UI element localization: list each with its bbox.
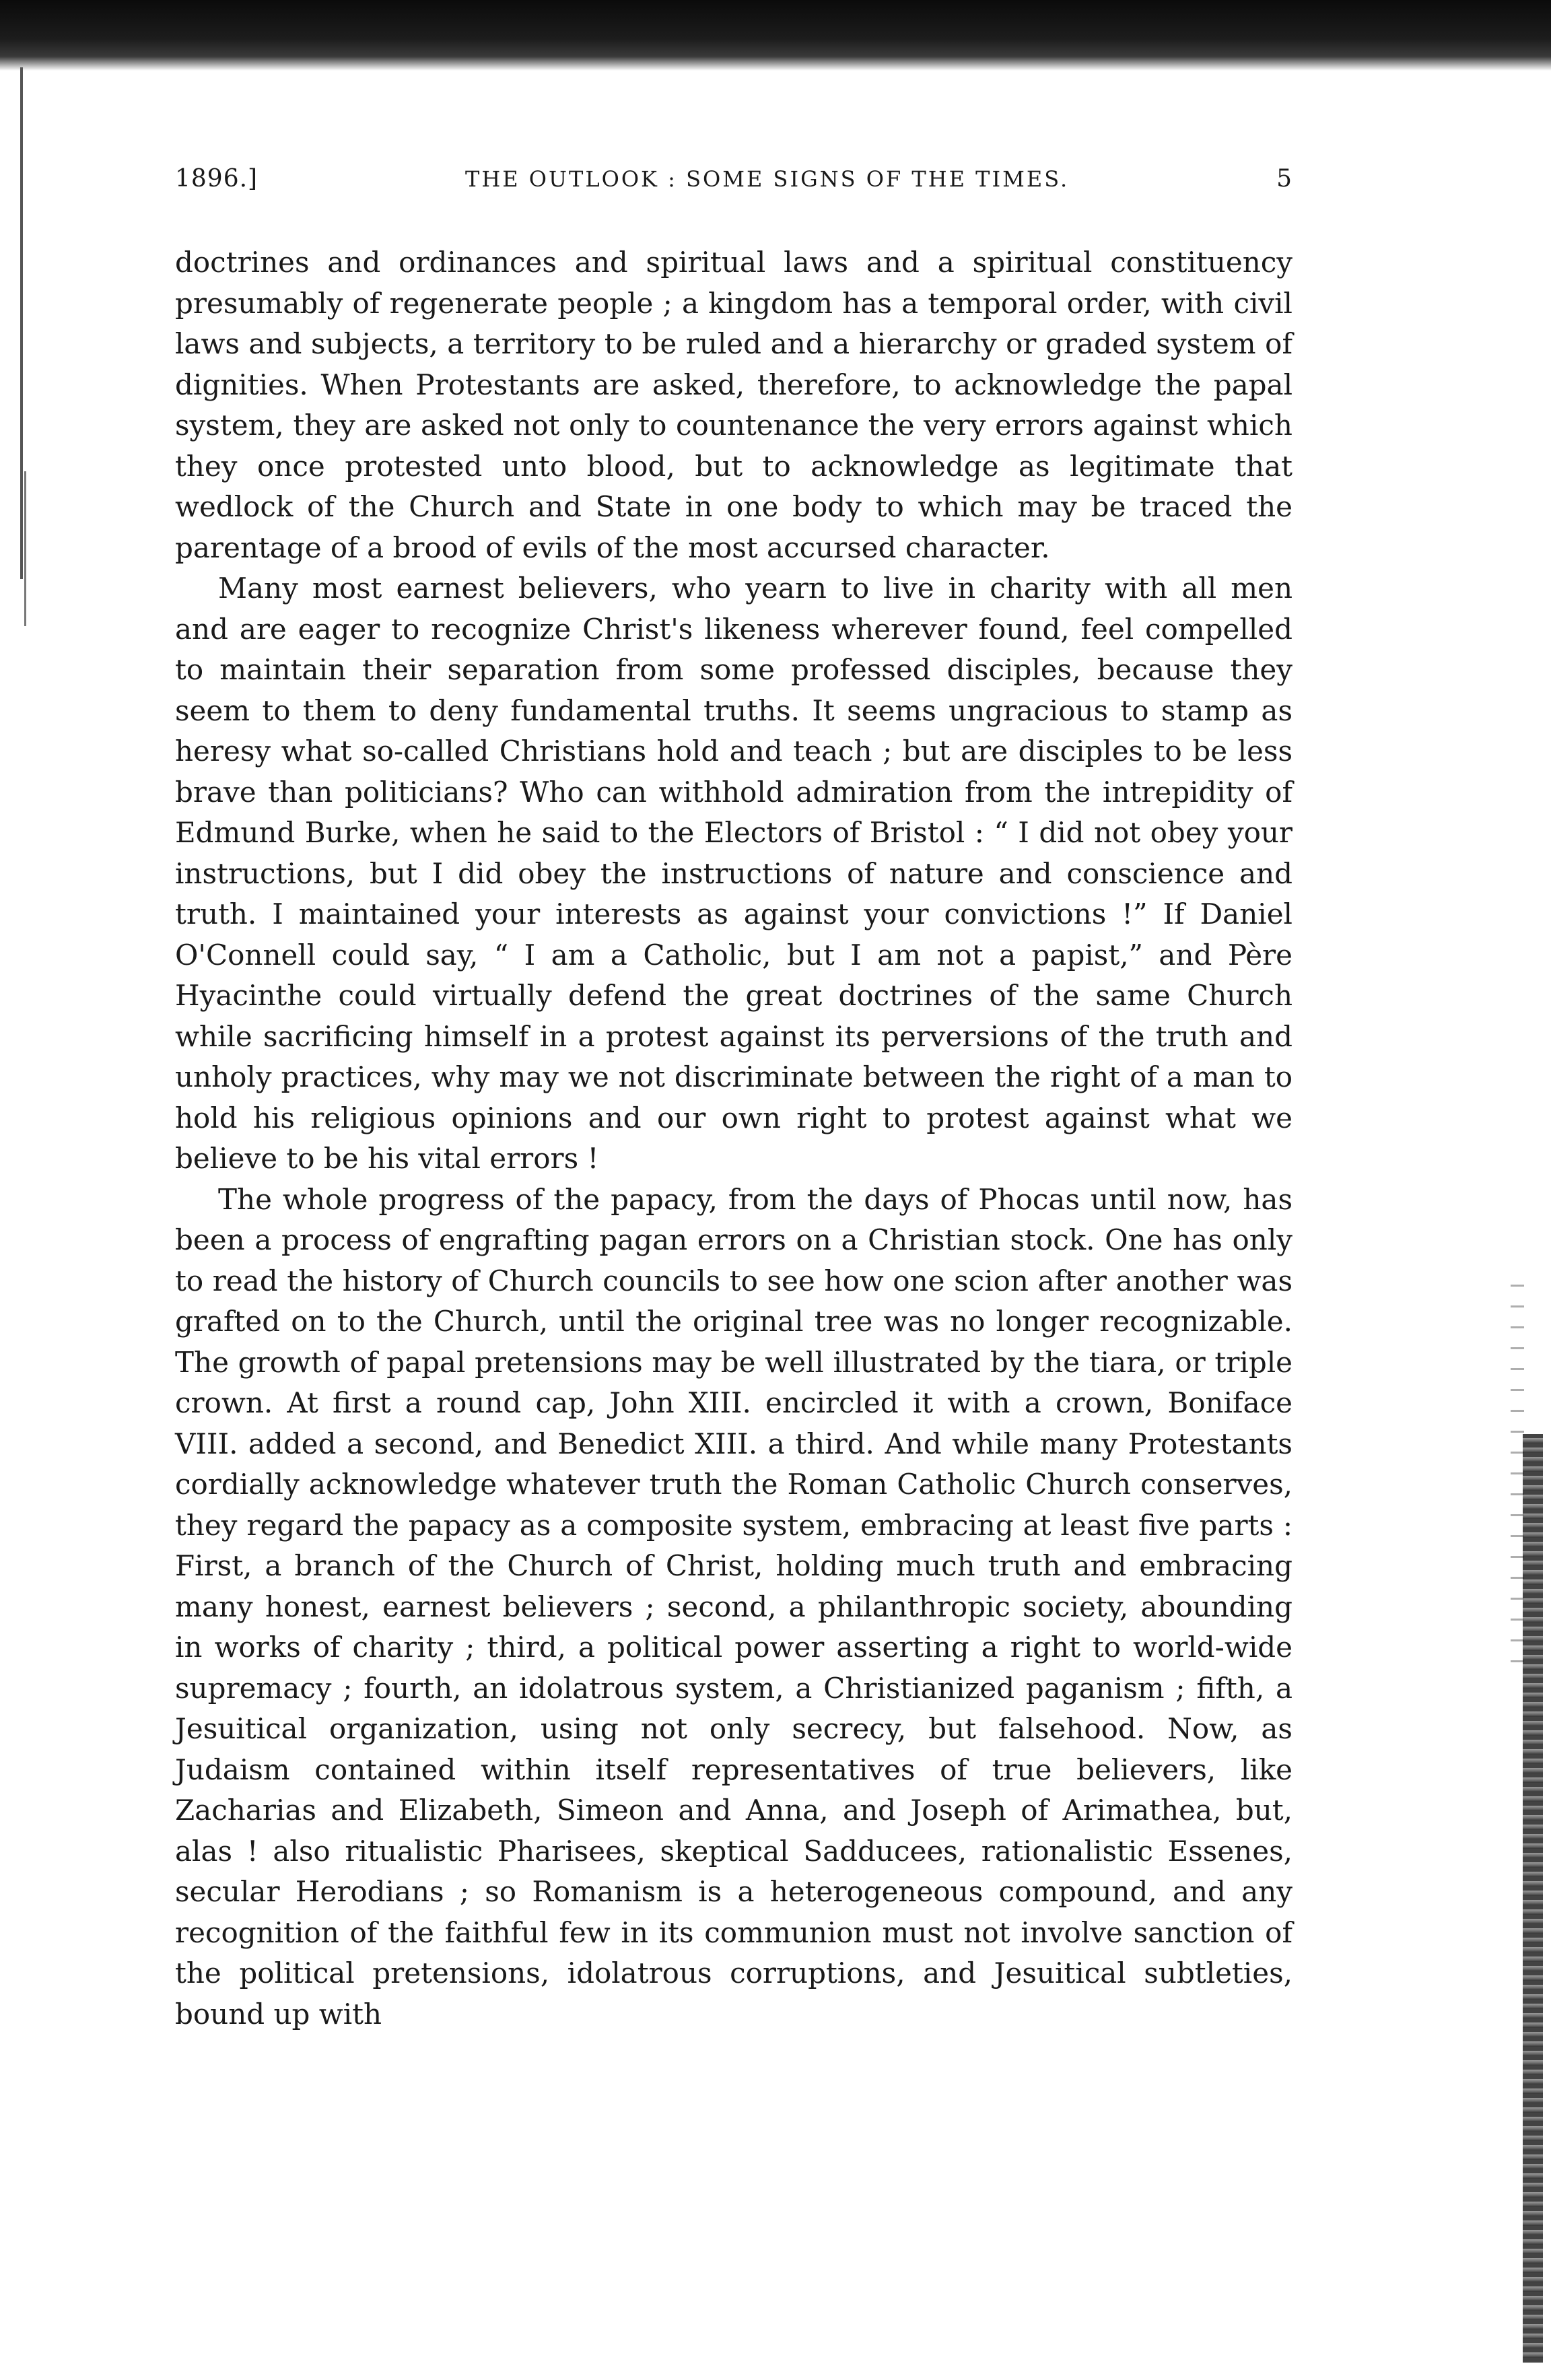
scan-left-edge-mark [24, 471, 26, 626]
paragraph-2: Many most earnest believers, who yearn to live in charity with all men and are eager to recognize Christ's likeness wherever found, feel compelled to maintain their separation from some professed disciples, because they seem to them to deny fundamental truths. It seems ungracious to stamp as heresy what so-called Christians hold and teach ; but are disciples to be less brave than politicians? Who can withhold admiration from the intrepidity of Edmund Burke, when he said to the Electors of Bristol : “ I did not obey your instructions, but I did obey the instructions of nature and conscience and truth. I maintained your interests as against your convictions !” If Daniel O'Connell could say, “ I am a Catholic, but I am not a papist,” and Père Hyacinthe could virtually defend the great doctrines of the same Church while sacrificing himself in a protest against its perversions of the truth and unholy practices, why may we not discriminate between the right of a man to hold his religious opinions and our own right to protest against what we believe to be his vital errors ! [175, 572, 1292, 1175]
body-text [175, 242, 1292, 2035]
scan-right-edge [1523, 1434, 1543, 2363]
scan-right-specks [1511, 1266, 1524, 1670]
paragraph-1: doctrines and ordinances and spiritual laws and a spiritual constituency presumably of regenerate people ; a kingdom has a temporal order, with civil laws and subjects, a territory to be ruled and a hierarchy or graded system of dignities. When Protestants are asked, therefore, to acknowledge the papal system, they are asked not only to countenance the very errors against which they once protested unto blood, but to acknowledge as legitimate that wedlock of the Church and State in one body to which may be traced the parentage of a brood of evils of the most accursed character. [175, 246, 1292, 564]
book-page [175, 165, 1292, 2035]
page-number: 5 [1276, 165, 1292, 193]
header-title: THE OUTLOOK : SOME SIGNS OF THE TIMES. [465, 166, 1070, 192]
running-head [175, 165, 1292, 205]
scan-top-border [0, 0, 1551, 71]
paragraph-3: The whole progress of the papacy, from the days of Phocas until now, has been a process of engrafting pagan errors on a Christian stock. One has only to read the history of Church councils to see how one scion after another was grafted on to the Church, until the original tree was no longer recognizable. The growth of papal pretensions may be well illustrated by the tiara, or triple crown. At first a round cap, John XIII. encircled it with a crown, Boniface VIII. added a second, and Benedict XIII. a third. And while many Protestants cordially acknowledge whatever truth the Roman Catholic Church conserves, they regard the papacy as a composite system, embracing at least five parts : First, a branch of the Church of Christ, holding much truth and embracing many honest, earnest believers ; second, a philanthropic society, abounding in works of charity ; third, a political power asserting a right to world-wide supremacy ; fourth, an idolatrous system, a Christianized paganism ; fifth, a Jesuitical organization, using not only secrecy, but falsehood. Now, as Judaism contained within itself representatives of true believers, like Zacharias and Elizabeth, Simeon and Anna, and Joseph of Arimathea, but, alas ! also ritualistic Pharisees, skeptical Sadducees, rationalistic Essenes, secular Herodians ; so Romanism is a heterogeneous compound, and any recognition of the faithful few in its communion must not involve sanction of the political pretensions, idolatrous corruptions, and Jesuitical subtleties, bound up with [175, 1182, 1292, 2031]
header-year: 1896.] [175, 165, 258, 193]
scan-left-edge [20, 67, 23, 579]
